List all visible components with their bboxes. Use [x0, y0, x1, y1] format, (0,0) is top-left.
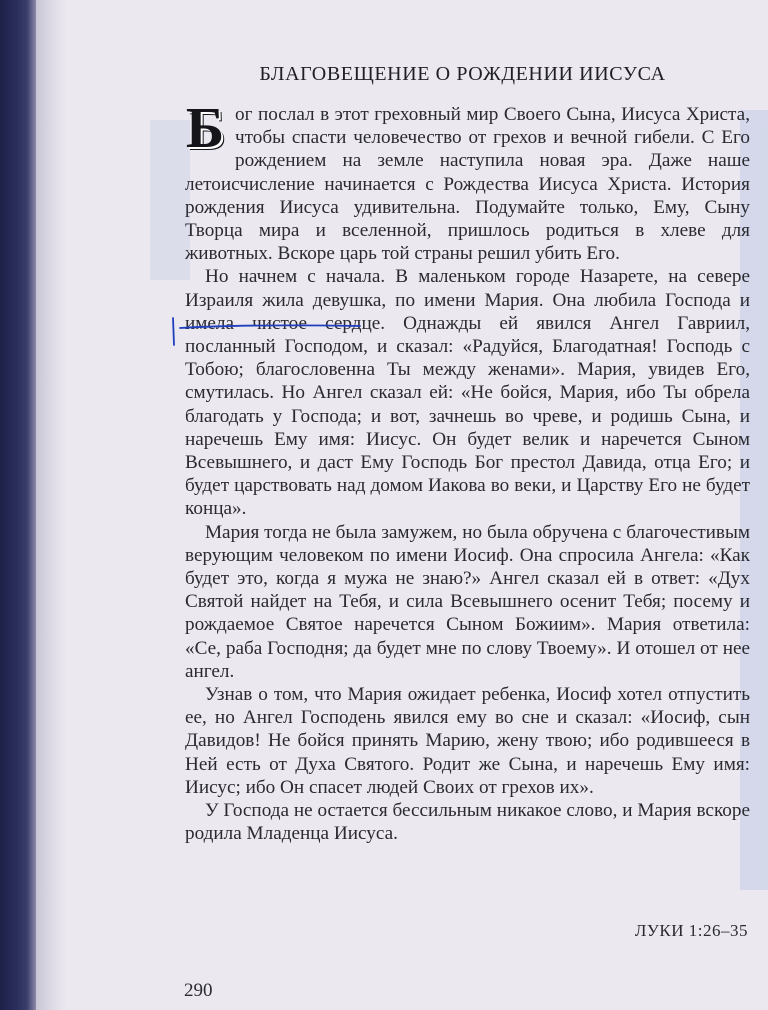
paragraph: Мария тогда не была замужем, но была обручена с благочестивым верующим человеком по имени Иосиф. Она спросила Ангела: «Как будет это, когда я мужа не знаю?» Ангел сказал ей в ответ: «Дух Святой найдет на Тебя, и сила Всевышнего осенит Тебя; посему и рождаемое Святое наречется Сыном Божиим». Мария ответила: «Се, раба Господня; да будет мне по слову Твоему». И отошел от нее ангел.	[185, 521, 750, 682]
page-title: БЛАГОВЕЩЕНИЕ О РОЖДЕНИИ ИИСУСА	[259, 63, 666, 85]
scripture-reference: ЛУКИ 1:26–35	[634, 921, 748, 940]
paragraph: Но начнем с начала. В маленьком городе Назарете, на севере Израиля жила девушка, по имени Мария. Она любила Господа и имела чистое сердце. Однажды ей явился Ангел Гавриил, посланный Господом, и сказал: «Радуйся, Благодатная! Господь с Тобою; благословенна Ты между женами». Мария, увидев Его, смутилась. Но Ангел сказал ей: «Не бойся, Мария, ибо Ты обрела благодать у Господа; и вот, зачнешь во чреве, и родишь Сына, и наречешь Ему имя: Иисус. Он будет велик и наречется Сыном Всевышнего, и даст Ему Господь Бог престол Давида, отца Его; и будет царствовать над домом Иакова во веки, и Царству Его не будет конца».	[185, 266, 750, 520]
paragraph: У Господа не остается бессильным никакое слово, и Мария вскоре родила Младенца Иисуса.	[185, 800, 750, 845]
page-number: 290	[184, 980, 213, 1001]
page-edge	[36, 0, 66, 1010]
paragraph-text: ог послал в этот греховный мир Своего Сына, Иисуса Христа, чтобы спасти человечество от грехов и вечной гибели. С Его рождением на земле наступила новая эра. Даже наше летоисчисление начинается с Рождества Иисуса Христа. История рождения Иисуса удивительна. Подумайте только, Ему, Сыну Творца мира и вселенной, пришлось родиться в хлеве для животных. Вскоре царь той страны решил убить Его.	[185, 104, 750, 265]
paragraph: Узнав о том, что Мария ожидает ребенка, Иосиф хотел отпустить ее, но Ангел Господень явился ему во сне и сказал: «Иосиф, сын Давидов! Не бойся принять Марию, жену твою; ибо родившееся в Ней есть от Духа Святого. Родит же Сына, и наречешь Ему имя: Иисус; ибо Он спасет людей Своих от грехов их».	[185, 684, 750, 798]
book-gutter-shadow	[0, 0, 36, 1010]
pen-underline-mark	[172, 316, 372, 346]
drop-cap: Б	[185, 95, 223, 160]
story-text	[185, 95, 750, 846]
paragraph	[185, 95, 750, 265]
